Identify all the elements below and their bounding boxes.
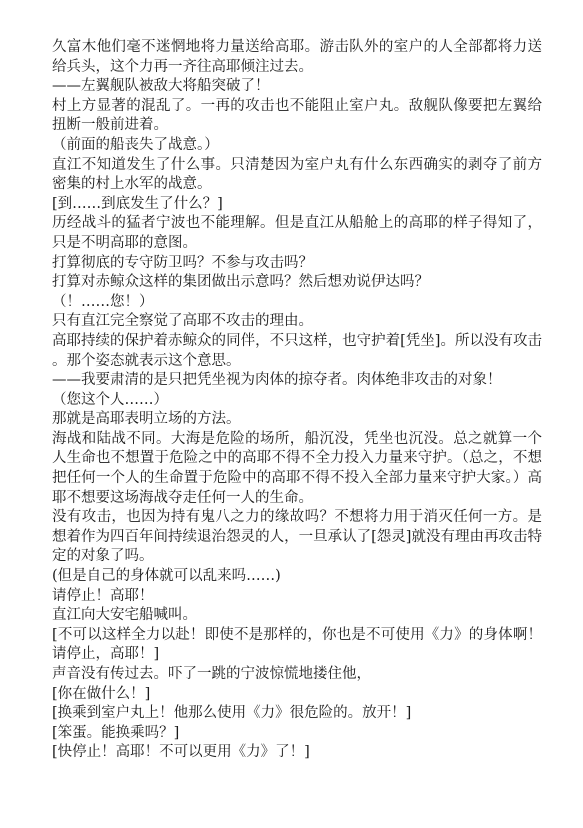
paragraph: （！……您！） [52,293,154,310]
paragraph: (但是自己的身体就可以乱来吗……) [52,568,281,585]
paragraph: [不可以这样全力以赴！即使不是那样的，你也是不可使用《力》的身体啊！请停止，高耶！] [52,626,542,663]
paragraph: 直江不知道发生了什么事。只清楚因为室户丸有什么东西确实的剥夺了前方密集的村上水军的战意。 [52,156,542,193]
paragraph: 村上方显著的混乱了。一再的攻击也不能阻止室户丸。敌舰队像要把左翼给扭断一般前进着。 [52,97,542,134]
paragraph: 海战和陆战不同。大海是危险的场所，船沉没，凭坐也沉没。总之就算一个人生命也不想置于危险之中的高耶不得不全力投入力量来守护。（总之，不想把任何一个人的生命置于危险中的高耶不得不投入全部力量来守护大家。）高耶不想要这场海战夺走任何一人的生命。 [52,430,542,506]
paragraph: 请停止！高耶！ [52,587,154,604]
paragraph: ——左翼舰队被敌大将船突破了！ [52,78,270,95]
paragraph: [换乘到室户丸上！他那么使用《力》很危险的。放开！] [52,705,412,722]
paragraph: 只有直江完全察觉了高耶不攻击的理由。 [52,313,313,330]
paragraph: 打算彻底的专守防卫吗？不参与攻击吗？ [52,254,313,271]
paragraph: 没有攻击，也因为持有鬼八之力的缘故吗？不想将力用于消灭任何一方。是想着作为四百年间持续退治怨灵的人，一旦承认了[怨灵]就没有理由再攻击特定的对象了吗。 [52,509,542,565]
paragraph: [笨蛋。能换乘吗？] [52,724,180,741]
novel-page [52,38,542,763]
paragraph: 声音没有传过去。吓了一跳的宁波惊慌地搂住他， [52,666,371,682]
paragraph: [到……到底发生了什么？] [52,195,223,212]
paragraph: 久富木他们毫不迷惘地将力量送给高耶。游击队外的室户的人全部都将力送给兵头，这个力再一齐往高耶倾注过去。 [52,39,542,75]
paragraph: 那就是高耶表明立场的方法。 [52,411,241,428]
paragraph: （您这个人……） [52,391,168,408]
paragraph: （前面的船丧失了战意。） [52,136,219,153]
paragraph: 打算对赤鲸众这样的集团做出示意吗？然后想劝说伊达吗？ [52,274,429,291]
paragraph: 直江向大安宅船喊叫。 [52,607,197,624]
paragraph: [你在做什么！] [52,685,151,702]
paragraph: [快停止！高耶！不可以更用《力》了！] [52,744,310,761]
paragraph: ——我要肃清的是只把凭坐视为肉体的掠夺者。肉体绝非攻击的对象！ [52,372,502,389]
paragraph: 历经战斗的猛者宁波也不能理解。但是直江从船舱上的高耶的样子得知了，只是不明高耶的意图。 [52,215,542,251]
paragraph: 高耶持续的保护着赤鲸众的同伴，不只这样，也守护着[凭坐]。所以没有攻击。那个姿态就表示这个意思。 [52,332,542,369]
